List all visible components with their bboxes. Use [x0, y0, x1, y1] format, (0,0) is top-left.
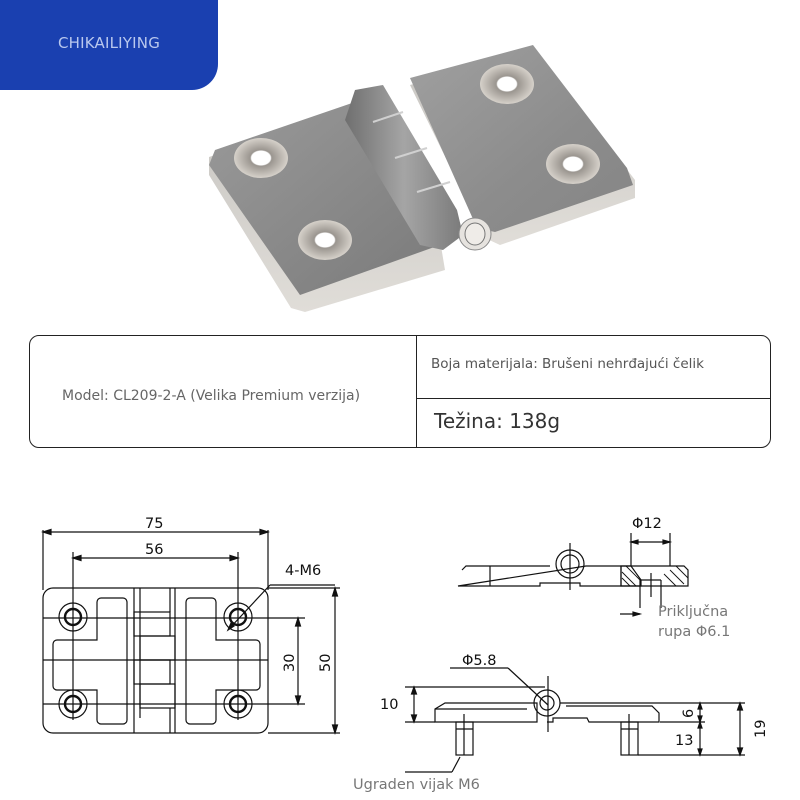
- side-view-top-drawing: [458, 533, 688, 616]
- side-view-bottom-drawing: [405, 668, 745, 772]
- dim-stud-length: 13: [675, 733, 694, 749]
- hinge-photo-icon: [195, 40, 645, 315]
- dim-pin: Φ5.8: [462, 653, 497, 669]
- brand-badge: [0, 0, 218, 90]
- brand-name: CHIKAILIYING: [57, 34, 161, 52]
- dim-total-height-side: 19: [753, 719, 769, 738]
- material-text: Boja materijala: Brušeni nehrđajući čelik: [431, 356, 704, 372]
- stud-note: Ugraden vijak M6: [353, 777, 480, 793]
- spec-weight-cell: [417, 399, 770, 447]
- dim-hole-spacing-x: 56: [145, 542, 164, 558]
- dim-total-height: 50: [318, 653, 334, 672]
- model-text: Model: CL209-2-A (Velika Premium verzija): [62, 387, 361, 404]
- dim-plate-thickness: 6: [681, 708, 697, 718]
- dim-countersink: Φ12: [632, 516, 662, 532]
- dim-knuckle-height: 10: [380, 697, 399, 713]
- product-photo: [195, 40, 645, 315]
- spec-material-cell: [417, 336, 770, 399]
- spec-table: [29, 335, 771, 448]
- weight-text: Težina: 138g: [434, 409, 561, 433]
- connection-hole-note: [658, 602, 730, 642]
- note-line-1: Priključna: [658, 604, 729, 620]
- technical-drawing: [0, 490, 800, 800]
- top-view-drawing: [43, 530, 340, 734]
- dim-hole-spacing-y: 30: [282, 653, 298, 672]
- dim-holes-label: 4-M6: [285, 563, 322, 579]
- dim-total-width: 75: [145, 516, 164, 532]
- note-line-2: rupa Φ6.1: [658, 624, 731, 640]
- spec-model-cell: [30, 336, 417, 447]
